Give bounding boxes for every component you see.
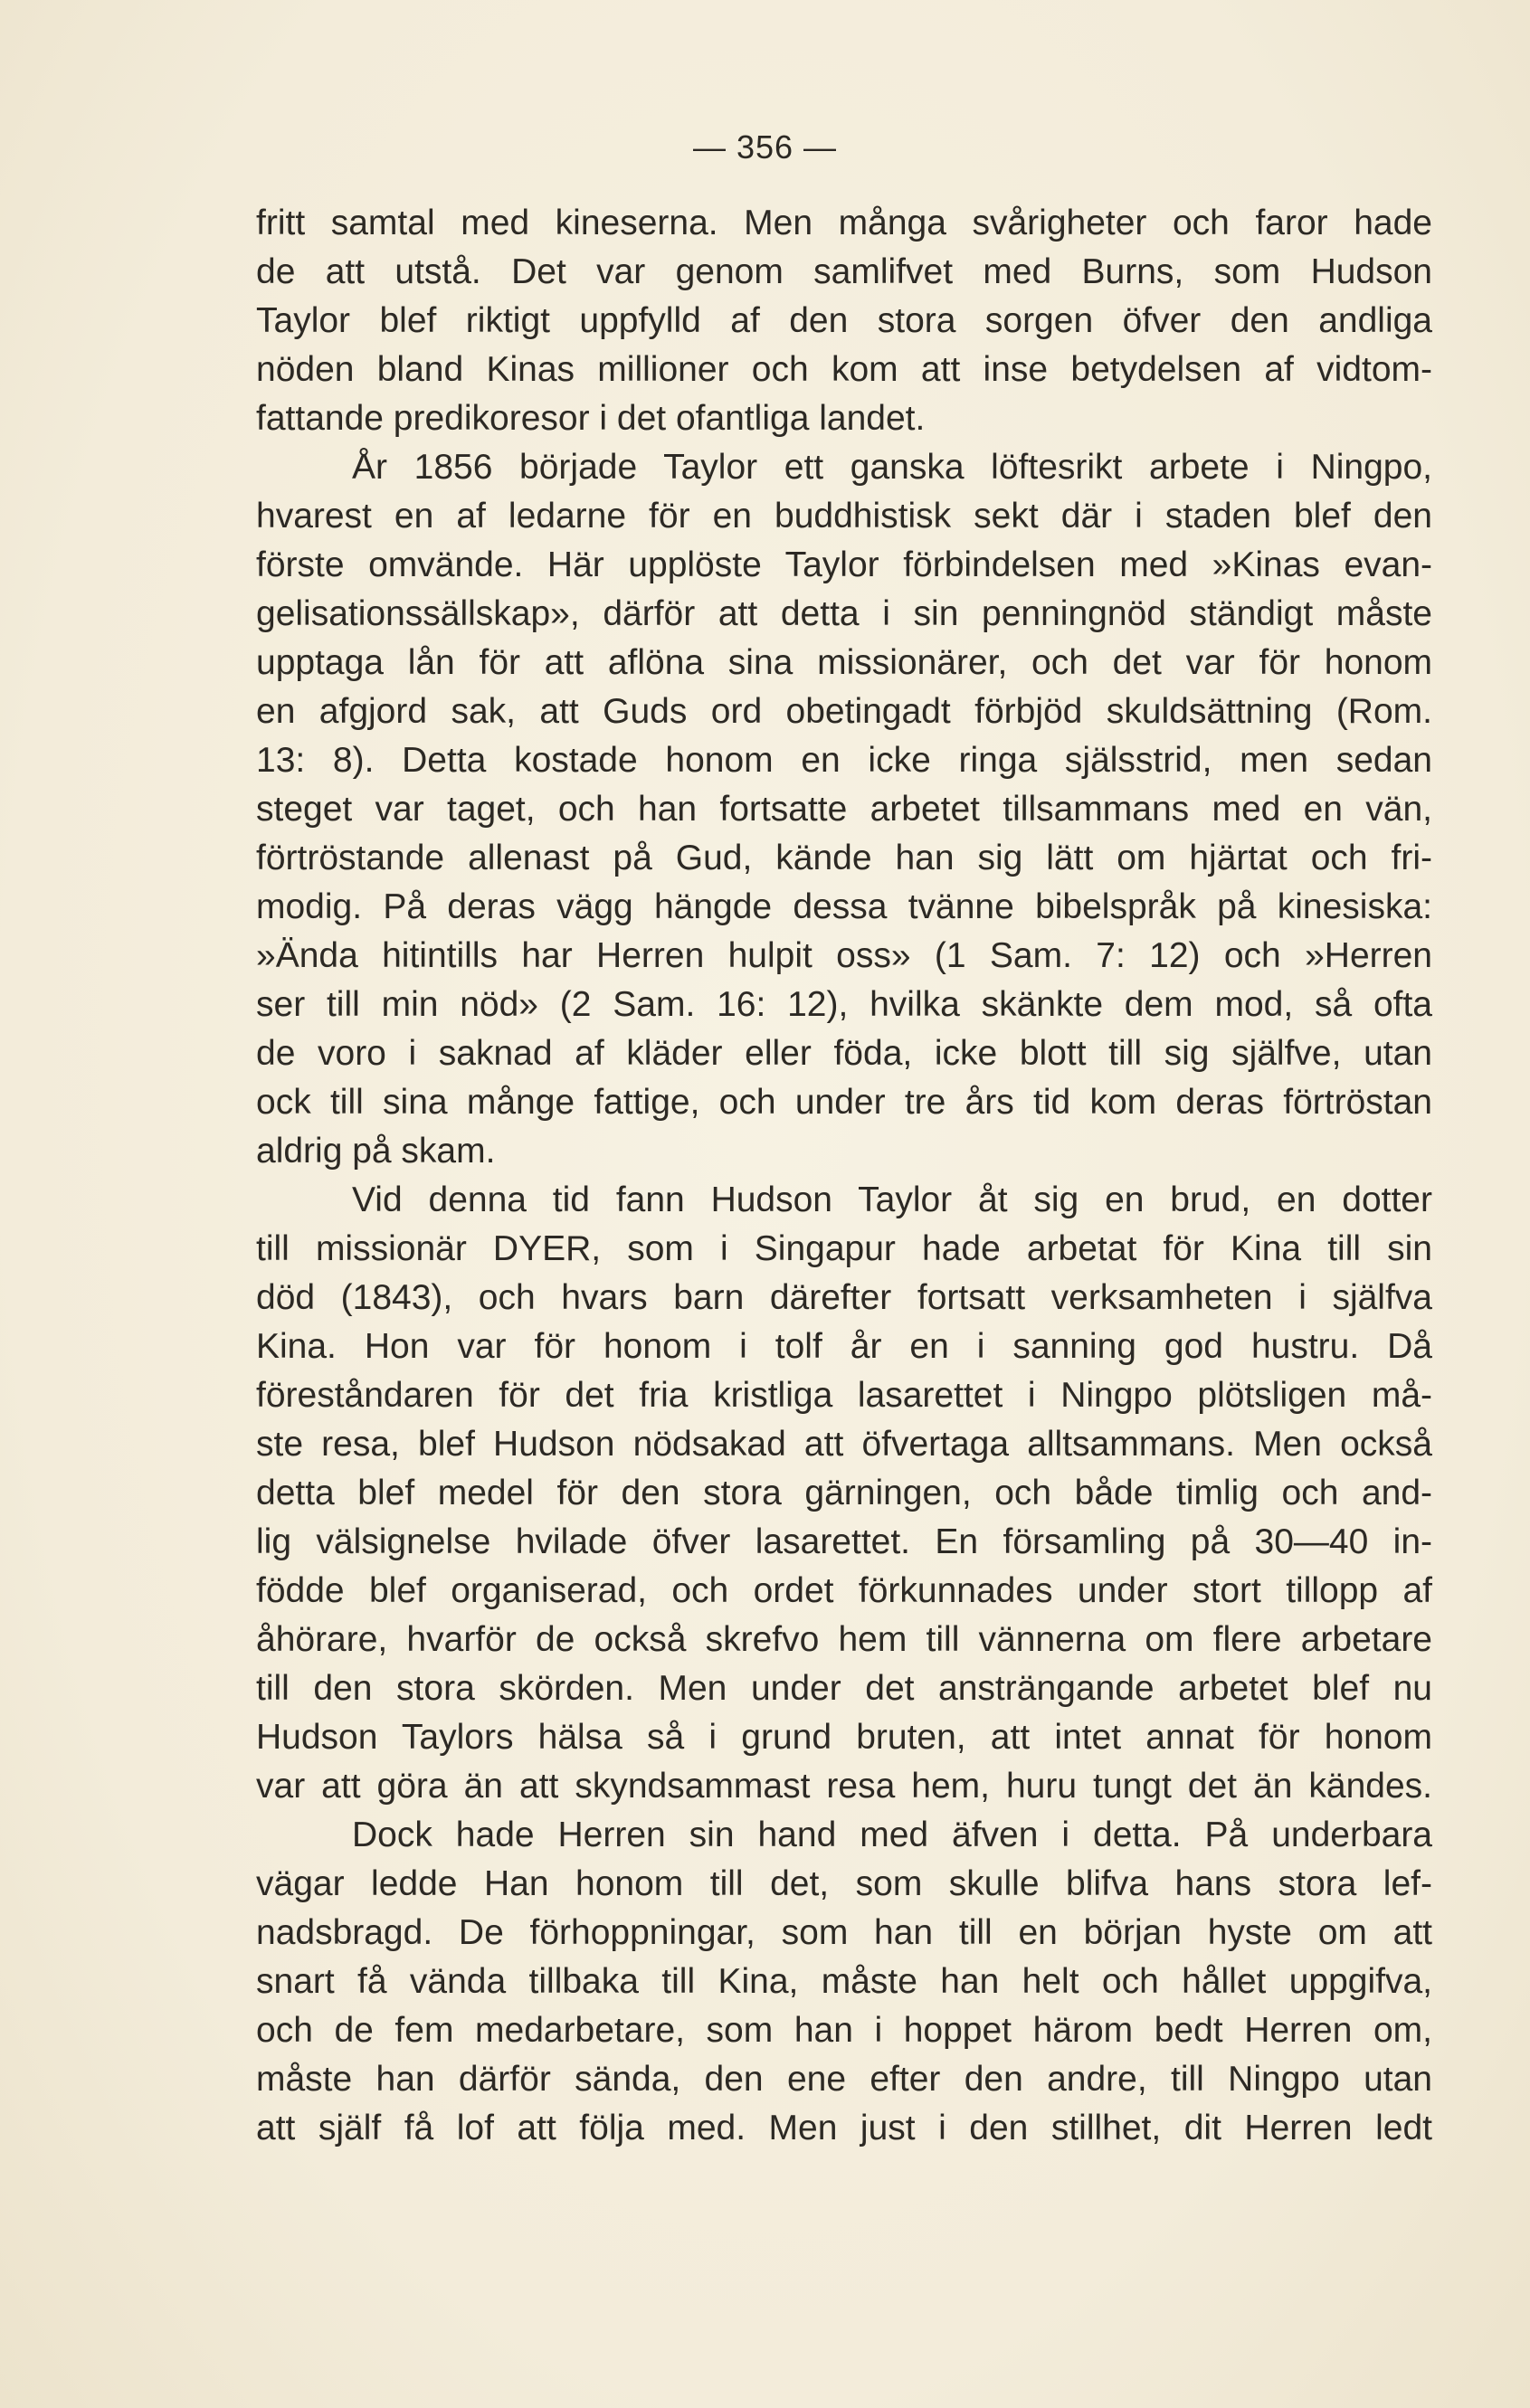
- text-line: död (1843), och hvars barn därefter fortsatt verksamheten i själfva: [256, 1278, 1432, 1317]
- text-line: upptaga lån för att aflöna sina missionärer, och det var för honom: [256, 643, 1432, 682]
- text-line: till missionär DYER, som i Singapur hade arbetat för Kina till sin: [256, 1229, 1432, 1268]
- text-line: Kina. Hon var för honom i tolf år en i sanning god hustru. Då: [256, 1327, 1432, 1366]
- text-line: gelisationssällskap», därför att detta i sin penningnöd ständigt måste: [256, 594, 1432, 633]
- text-line: födde blef organiserad, och ordet förkunnades under stort tillopp af: [256, 1571, 1432, 1610]
- text-line: de voro i saknad af kläder eller föda, icke blott till sig själfve, utan: [256, 1034, 1432, 1073]
- text-line: fritt samtal med kineserna. Men många svårigheter och faror hade: [256, 204, 1432, 242]
- text-line: de att utstå. Det var genom samlifvet med Burns, som Hudson: [256, 252, 1432, 291]
- text-line: Hudson Taylors hälsa så i grund bruten, att intet annat för honom: [256, 1718, 1432, 1757]
- text-line: ock till sina månge fattige, och under tre års tid kom deras förtröstan: [256, 1083, 1432, 1122]
- text-line: År 1856 började Taylor ett ganska löftesrikt arbete i Ningpo,: [352, 448, 1432, 487]
- text-line: måste han därför sända, den ene efter den andre, till Ningpo utan: [256, 2060, 1432, 2099]
- text-line: nadsbragd. De förhoppningar, som han till en början hyste om att: [256, 1913, 1432, 1952]
- text-line: lig välsignelse hvilade öfver lasarettet. En församling på 30—40 in-: [256, 1522, 1432, 1561]
- text-line: en afgjord sak, att Guds ord obetingadt förbjöd skuldsättning (Rom.: [256, 692, 1432, 731]
- text-line: hvarest en af ledarne för en buddhistisk sekt där i staden blef den: [256, 497, 1432, 536]
- text-line: modig. På deras vägg hängde dessa tvänne bibelspråk på kinesiska:: [256, 887, 1432, 926]
- text-line: fattande predikoresor i det ofantliga landet.: [256, 399, 926, 438]
- text-line: Vid denna tid fann Hudson Taylor åt sig en brud, en dotter: [352, 1180, 1432, 1219]
- text-line: steget var taget, och han fortsatte arbetet tillsammans med en vän,: [256, 790, 1432, 829]
- text-line: och de fem medarbetare, som han i hoppet härom bedt Herren om,: [256, 2011, 1432, 2050]
- text-line: till den stora skörden. Men under det ansträngande arbetet blef nu: [256, 1669, 1432, 1708]
- page-number: — 356 —: [692, 128, 838, 166]
- text-line: ser till min nöd» (2 Sam. 16: 12), hvilka skänkte dem mod, så ofta: [256, 985, 1432, 1024]
- text-line: nöden bland Kinas millioner och kom att inse betydelsen af vidtom-: [256, 350, 1432, 389]
- text-line: Dock hade Herren sin hand med äfven i detta. På underbara: [352, 1815, 1432, 1854]
- text-line: att själf få lof att följa med. Men just i den stillhet, dit Herren ledt: [256, 2109, 1432, 2147]
- text-line: förste omvände. Här upplöste Taylor förbindelsen med »Kinas evan-: [256, 545, 1432, 584]
- text-line: 13: 8). Detta kostade honom en icke ringa själsstrid, men sedan: [256, 741, 1432, 780]
- text-line: aldrig på skam.: [256, 1132, 496, 1171]
- text-line: Taylor blef riktigt uppfylld af den stora sorgen öfver den andliga: [256, 301, 1432, 340]
- text-line: vägar ledde Han honom till det, som skulle blifva hans stora lef-: [256, 1864, 1432, 1903]
- text-line: ste resa, blef Hudson nödsakad att öfvertaga alltsammans. Men också: [256, 1425, 1432, 1464]
- text-line: detta blef medel för den stora gärningen, och både timlig och and-: [256, 1474, 1432, 1512]
- text-line: föreståndaren för det fria kristliga lasarettet i Ningpo plötsligen må-: [256, 1376, 1432, 1415]
- text-line: förtröstande allenast på Gud, kände han sig lätt om hjärtat och fri-: [256, 839, 1432, 877]
- text-line: »Ända hitintills har Herren hulpit oss» (1 Sam. 7: 12) och »Herren: [256, 936, 1432, 975]
- text-line: snart få vända tillbaka till Kina, måste han helt och hållet uppgifva,: [256, 1962, 1432, 2001]
- text-line: var att göra än att skyndsammast resa hem, huru tungt det än kändes.: [256, 1767, 1432, 1806]
- body-text: [256, 199, 1432, 2153]
- text-line: åhörare, hvarför de också skrefvo hem till vännerna om flere arbetare: [256, 1620, 1432, 1659]
